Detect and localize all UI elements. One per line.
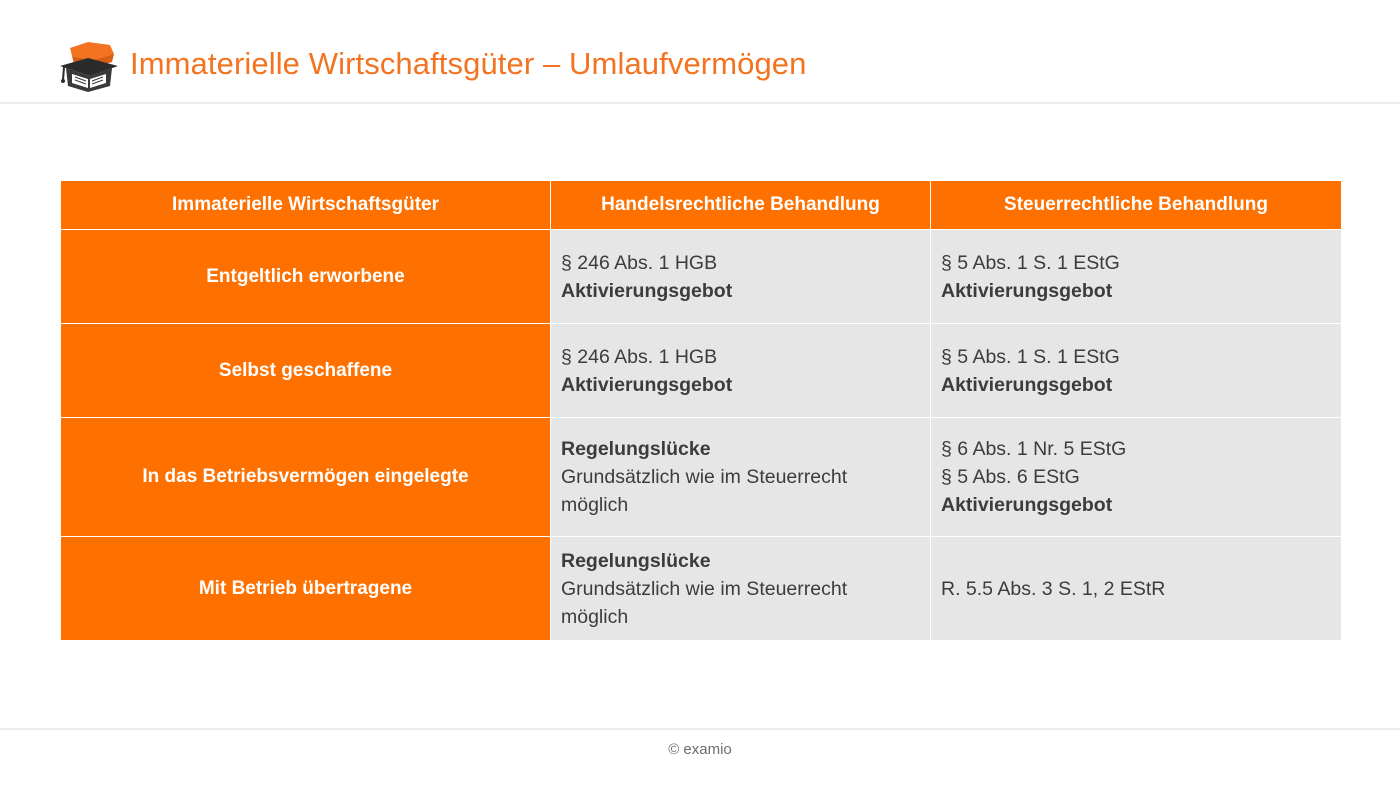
cell-line: § 5 Abs. 6 EStG [941,466,1080,488]
steuerrecht-cell [931,324,1342,418]
cell-line: § 246 Abs. 1 HGB [561,345,718,368]
row-label: In das Betriebsvermögen eingelegte [61,418,551,537]
cell-line: R. 5.5 Abs. 3 S. 1, 2 EStR [941,577,1166,600]
cell-line: § 5 Abs. 1 S. 1 EStG [941,251,1120,274]
slide-header [0,0,1400,104]
row-label: Selbst geschaffene [61,324,551,418]
cell-line: Regelungslücke [561,549,711,572]
handelsrecht-cell [551,418,931,537]
footer-divider [0,728,1400,730]
table-row [61,230,1342,324]
column-header: Steuerrechtliche Behandlung [931,181,1342,230]
cell-line: § 5 Abs. 1 S. 1 EStG [941,345,1120,368]
row-label: Mit Betrieb übertragene [61,537,551,641]
cell-line: Aktivierungsgebot [561,373,733,396]
steuerrecht-cell [931,230,1342,324]
table-row [61,324,1342,418]
steuerrecht-cell [931,537,1342,641]
comparison-table [60,180,1342,641]
table-header-row [61,181,1342,230]
cell-line: Regelungslücke [561,438,711,460]
cell-line: Aktivierungsgebot [941,494,1113,516]
table-row [61,537,1342,641]
steuerrecht-cell [931,418,1342,537]
handelsrecht-cell [551,230,931,324]
table-row [61,418,1342,537]
column-header: Handelsrechtliche Behandlung [551,181,931,230]
cell-line: § 6 Abs. 1 Nr. 5 EStG [941,438,1127,460]
cell-line: Grundsätzlich wie im Steuerrecht [561,577,848,600]
cell-line: Aktivierungsgebot [561,279,733,302]
page-title: Immaterielle Wirtschaftsgüter – Umlaufvermögen [130,46,807,81]
cell-line: Aktivierungsgebot [941,373,1113,396]
column-header: Immaterielle Wirtschaftsgüter [61,181,551,230]
cell-line: möglich [561,494,629,516]
cell-line: Aktivierungsgebot [941,279,1113,302]
cell-line: möglich [561,605,629,628]
handelsrecht-cell [551,537,931,641]
graduation-cap-book-icon [58,40,120,94]
footer-copyright: © examio [668,741,732,758]
handelsrecht-cell [551,324,931,418]
cell-line: § 246 Abs. 1 HGB [561,251,718,274]
row-label: Entgeltlich erworbene [61,230,551,324]
cell-line: Grundsätzlich wie im Steuerrecht [561,466,848,488]
